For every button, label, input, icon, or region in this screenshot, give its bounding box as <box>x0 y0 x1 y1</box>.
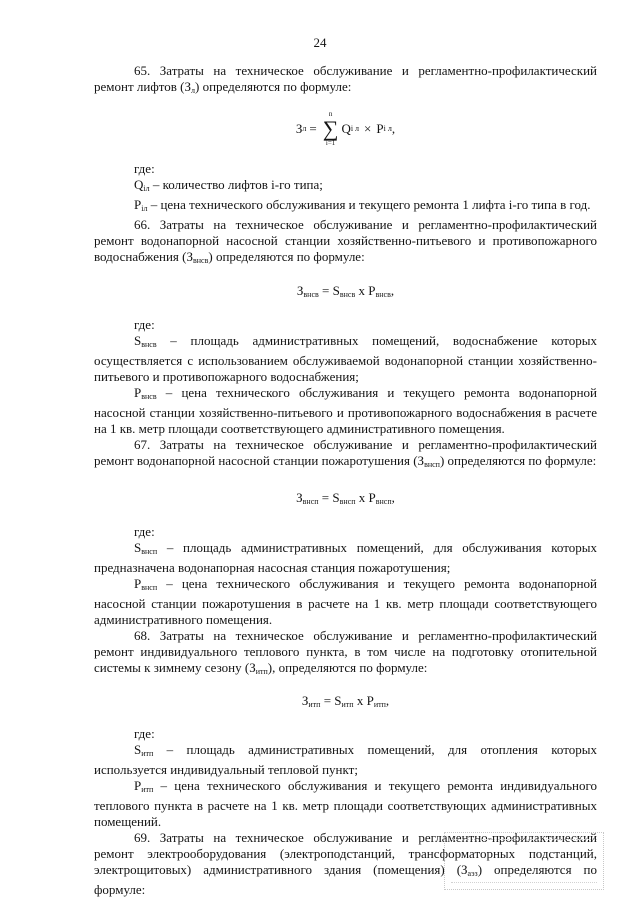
formula-68: $З_{итп} = S_{итп}$ x $P_{итп}$, <box>301 693 390 709</box>
paragraph-68: 68. Затраты на техническое обслуживание и регламентно-профилактический ремонт индивидуального теплового пункта, в том числе на подготовку отопительной системы к зимнему сезону $(З_{итп})$, определяются по формуле: <box>94 628 597 676</box>
definition-s-68: $S_{итп}$ – площадь административных помещений, для отопления которых используется индивидуальный тепловой пункт; <box>94 742 597 777</box>
sum-symbol: n ∑ i=1 <box>322 110 339 147</box>
formula-67: $З_{внсп} = S_{внсп}$ x $P_{внсп}$, <box>296 490 395 506</box>
definition-p-67: $P_{внсп}$ – цена технического обслуживания и текущего ремонта водонапорной насосной станции пожаротушения в расчете на 1 кв. метр площади соответствующего административного помещения. <box>94 576 597 627</box>
paragraph-67: 67. Затраты на техническое обслуживание и регламентно-профилактический ремонт водонапорной насосной станции пожаротушения $(З_{внсп})$ определяются по формуле: <box>94 437 597 469</box>
formula-66: $З_{внсв} = S_{внсв}$ x $P_{внсв}$, <box>296 283 395 299</box>
paragraph-65: 65. Затраты на техническое обслуживание и регламентно-профилактический ремонт лифтов $(З_л)$ определяются по формуле: <box>94 63 597 95</box>
definition-s-66: $S_{внсв}$ – площадь административных помещений, водоснабжение которых осуществляется с использованием обслуживаемой водонапорной станции хозяйственно-питьевого и противопожарного водоснабжения; <box>94 333 597 384</box>
paragraph-66: 66. Затраты на техническое обслуживание и регламентно-профилактический ремонт водонапорной насосной станции хозяйственно-питьевого и противопожарного водоснабжения $(З_{внсв})$ определяются по формуле: <box>94 217 597 265</box>
where-label-65: где: <box>134 161 155 176</box>
definition-s-67: $S_{внсп}$ – площадь административных помещений, для обслуживания которых предназначена водонапорная насосная станция пожаротушения; <box>94 540 597 575</box>
definition-p-65: $P_{iл}$ – цена технического обслуживания и текущего ремонта 1 лифта i-го типа в год. <box>134 197 591 213</box>
document-body <box>94 63 597 898</box>
where-label-66: где: <box>134 317 155 332</box>
page-number: 24 <box>313 35 327 50</box>
definition-q-65: $Q_{iл}$ – количество лифтов i-го типа; <box>134 177 323 193</box>
faint-stamp-mark <box>444 832 604 890</box>
where-label-67: где: <box>134 524 155 539</box>
paragraph-69: 69. Затраты на техническое обслуживание и регламентно-профилактический ремонт электрооборудования (электроподстанций, трансформаторных подстанций, электрощитовых) административного здания (помещения) $(З_{аэз})$ определяются по формуле: <box>94 830 597 897</box>
definition-p-68: $P_{итп}$ – цена технического обслуживания и текущего ремонта индивидуального теплового пункта в расчете на 1 кв. метр площади соответствующих административных помещений. <box>94 778 597 829</box>
formula-65: З л = n ∑ i=1 Q i л × P i л , <box>295 110 396 147</box>
where-label-68: где: <box>134 726 155 741</box>
definition-p-66: $P_{внсв}$ – цена технического обслуживания и текущего ремонта водонапорной насосной станции хозяйственно-питьевого и противопожарного водоснабжения в расчете на 1 кв. метр площади соответствующего административного помещения. <box>94 385 597 436</box>
